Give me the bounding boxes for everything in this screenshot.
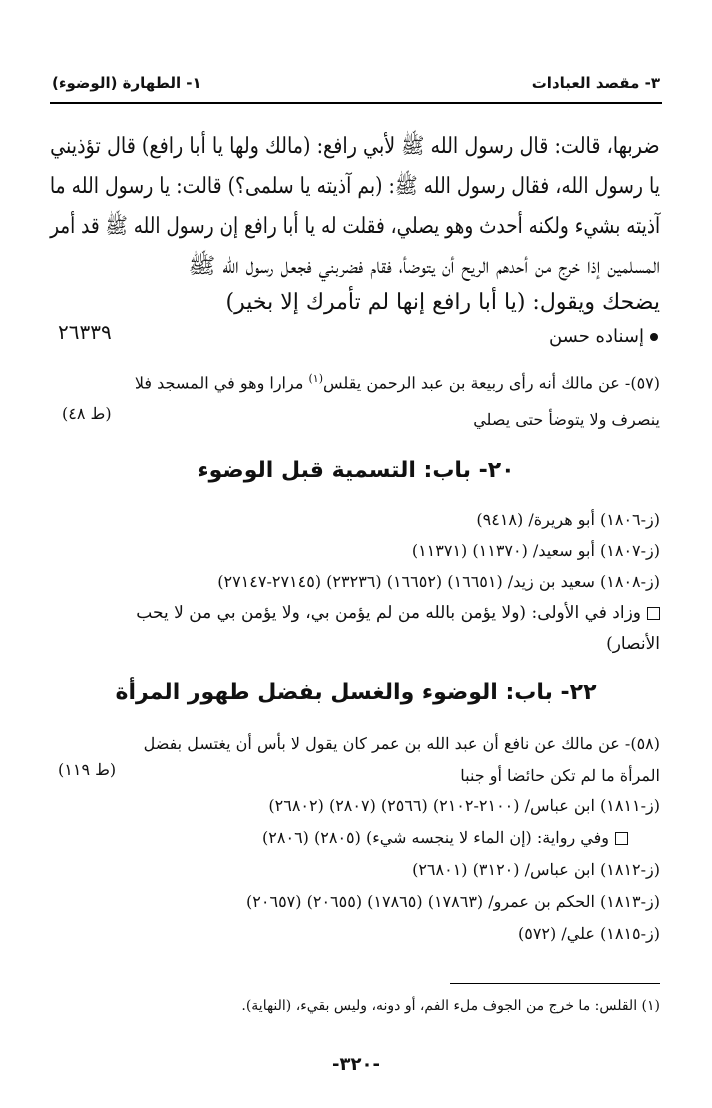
- running-header-right: ٣- مقصد العبادات: [531, 74, 660, 92]
- section-22-variant: [262, 828, 628, 847]
- hadith-line-2: يا رسول الله، فقال رسول الله ﷺ: (بم آذيته يا سلمى؟) قالت: يا رسول الله ما: [49, 174, 660, 199]
- section-22-ref-1: (ز-١٨١١) ابن عباس/ (٢١٠٠-٢١٠٢) (٢٥٦٦) (٢٨٠٧) (٢٦٨٠٢): [268, 796, 660, 815]
- note-box-icon: [615, 832, 628, 845]
- section-20-ref-2: (ز-١٨٠٧) أبو سعيد/ (١١٣٧٠) (١١٣٧١): [411, 541, 660, 560]
- athar-58-line-1: (٥٨)- عن مالك عن نافع أن عبد الله بن عمر كان يقول لا بأس أن يغتسل بفضل: [143, 734, 660, 753]
- section-22-ref-4: (ز-١٨١٥) علي/ (٥٧٢): [517, 924, 660, 943]
- bullet-icon: [650, 333, 658, 341]
- athar-57-text-a: (٥٧)- عن مالك أنه رأى ربيعة بن عبد الرحمن يقلس: [323, 373, 660, 393]
- hadith-line-1: ضربها، قالت: قال رسول الله ﷺ لأبي رافع: (مالك ولها يا أبا رافع) قال تؤذيني: [50, 134, 660, 159]
- section-22-ref-2: (ز-١٨١٢) ابن عباس/ (٣١٢٠) (٢٦٨٠١): [412, 860, 660, 879]
- athar-57-line-2: ينصرف ولا يتوضأ حتى يصلي: [473, 410, 660, 429]
- section-22-ref-3: (ز-١٨١٣) الحكم بن عمرو/ (١٧٨٦٣) (١٧٨٦٥) (٢٠٦٥٥) (٢٠٦٥٧): [246, 892, 660, 911]
- running-header-left: ١- الطهارة (الوضوء): [52, 74, 202, 92]
- hadith-line-5: يضحك ويقول: (يا أبا رافع إنها لم تأمرك إلا بخير): [225, 290, 660, 315]
- athar-57-line-1: [135, 372, 660, 392]
- hadith-number: ٢٦٣٣٩: [58, 320, 112, 344]
- section-20-ref-3: (ز-١٨٠٨) سعيد بن زيد/ (١٦٦٥١) (١٦٦٥٢) (٢٣٢٣٦) (٢٧١٤٥-٢٧١٤٧): [217, 572, 660, 591]
- hadith-line-3: آذيته بشيء ولكنه أحدث وهو يصلي، فقلت له يا أبا رافع إن رسول الله ﷺ قد أمر: [49, 214, 660, 239]
- section-20-title: ٢٠- باب: التسمية قبل الوضوء: [197, 458, 515, 483]
- grade-line: [549, 326, 658, 347]
- section-22-title: ٢٢- باب: الوضوء والغسل بفضل طهور المرأة: [115, 680, 597, 705]
- athar-57-text-b: مرارا وهو في المسجد فلا: [134, 373, 304, 393]
- section-20-note-line-2: الأنصار): [606, 634, 660, 654]
- header-rule: [50, 102, 662, 104]
- section-20-ref-1: (ز-١٨٠٦) أبو هريرة/ (٩٤١٨): [476, 510, 660, 529]
- note-box-icon: [647, 607, 660, 620]
- athar-58-line-2: المرأة ما لم تكن حائضا أو جنبا: [460, 766, 660, 785]
- footnote-rule: [450, 983, 660, 984]
- footnote-text: (١) القلس: ما خرج من الجوف ملء الفم، أو دونه، وليس بقيء، (النهاية).: [241, 998, 660, 1014]
- grade-text: إسناده حسن: [548, 326, 644, 347]
- athar-57-ref: (ط ٤٨): [62, 404, 112, 423]
- section-20-note-line-1: [136, 603, 660, 623]
- athar-58-ref: (ط ١١٩): [58, 760, 117, 779]
- section-22-variant-text: وفي رواية: (إن الماء لا ينجسه شيء) (٢٨٠٥) (٢٨٠٦): [262, 828, 609, 847]
- hadith-line-4: المسلمين إذا خرج من أحدهم الريح أن يتوضأ، فقام فضربني فجعل رسول الله ﷺ: [188, 254, 660, 279]
- page-number: -٣٢٠-: [332, 1054, 380, 1075]
- footnote-marker: (١): [308, 372, 324, 385]
- section-20-note-text: وزاد في الأولى: (ولا يؤمن بالله من لم يؤمن بي، ولا يؤمن بي من لا يحب: [136, 603, 641, 623]
